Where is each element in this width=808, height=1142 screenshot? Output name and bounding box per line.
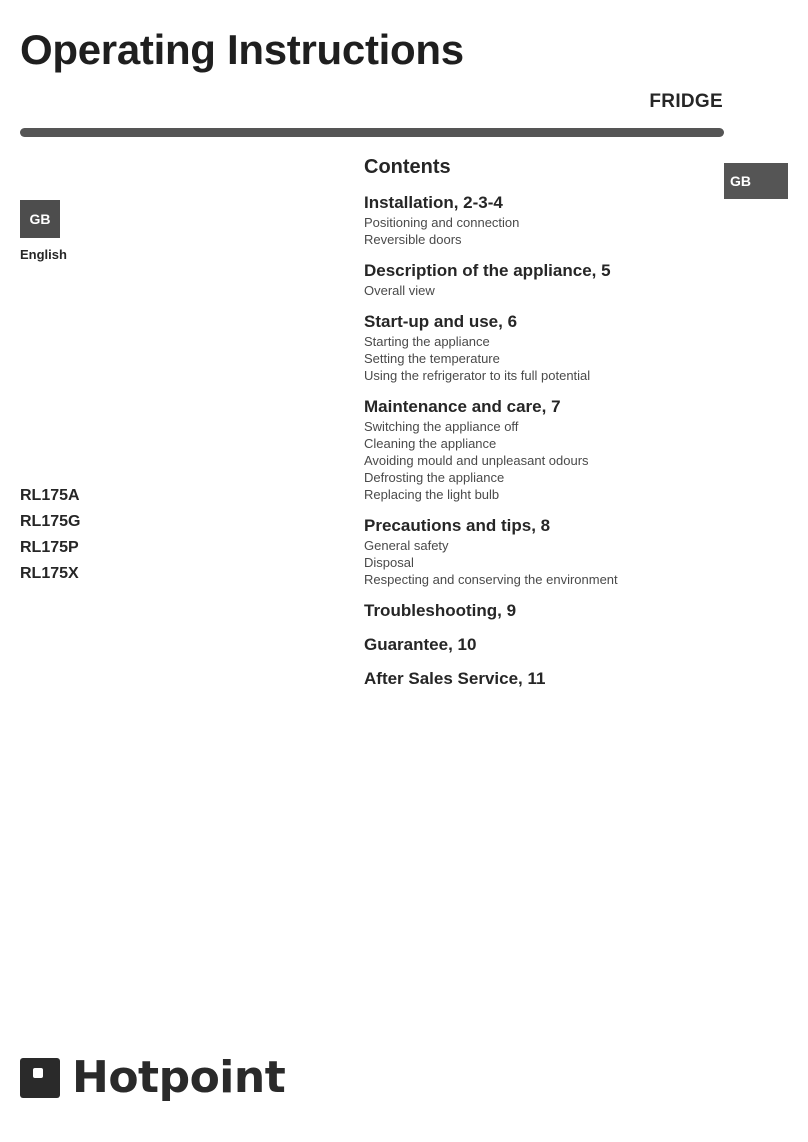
model-item: RL175G [20,513,81,530]
toc-item: Switching the appliance off [364,419,519,434]
toc-item: Defrosting the appliance [364,470,505,485]
document-type: FRIDGE [649,91,723,112]
hotpoint-logo-icon [20,1058,60,1098]
toc-item: General safety [364,538,449,553]
model-list [20,486,80,590]
toc-heading: Precautions and tips, 8 [364,516,551,535]
toc-item: Starting the appliance [364,334,490,349]
toc-section-after-sales [364,668,724,690]
toc-item: Avoiding mould and unpleasant odours [364,453,589,468]
toc-heading: Start-up and use, 6 [364,312,518,331]
toc-item: Setting the temperature [364,351,500,366]
language-label: English [20,247,67,262]
toc-section-guarantee [364,634,724,656]
toc-heading: Installation, 2-3-4 [364,193,503,212]
toc-section-precautions [364,515,724,588]
toc-item: Overall view [364,283,435,298]
model-item: RL175A [20,487,80,504]
toc-item: Replacing the light bulb [364,487,500,502]
toc-list [364,192,724,690]
page-title: Operating Instructions [20,26,464,73]
toc-heading: Troubleshooting, 9 [364,601,517,620]
brand-name: Hotpoint [72,1052,286,1103]
toc-heading: After Sales Service, 11 [364,669,546,688]
toc-item: Disposal [364,555,414,570]
toc-section-startup [364,311,724,384]
side-language-tab: GB [724,163,788,199]
brand-logo [20,1054,285,1102]
toc-section-installation [364,192,724,248]
table-of-contents [364,154,724,690]
model-item: RL175X [20,565,79,582]
toc-section-maintenance [364,396,724,503]
toc-item: Positioning and connection [364,215,520,230]
toc-section-troubleshooting [364,600,724,622]
contents-title: Contents [364,156,451,178]
toc-item: Respecting and conserving the environment [364,572,618,587]
language-badge: GB [20,200,60,238]
toc-item: Using the refrigerator to its full potential [364,368,591,383]
toc-section-description [364,260,724,299]
toc-heading: Maintenance and care, 7 [364,397,561,416]
toc-heading: Description of the appliance, 5 [364,261,611,280]
toc-item: Reversible doors [364,232,462,247]
header-divider [20,128,724,137]
toc-item: Cleaning the appliance [364,436,497,451]
model-item: RL175P [20,539,79,556]
toc-heading: Guarantee, 10 [364,635,477,654]
